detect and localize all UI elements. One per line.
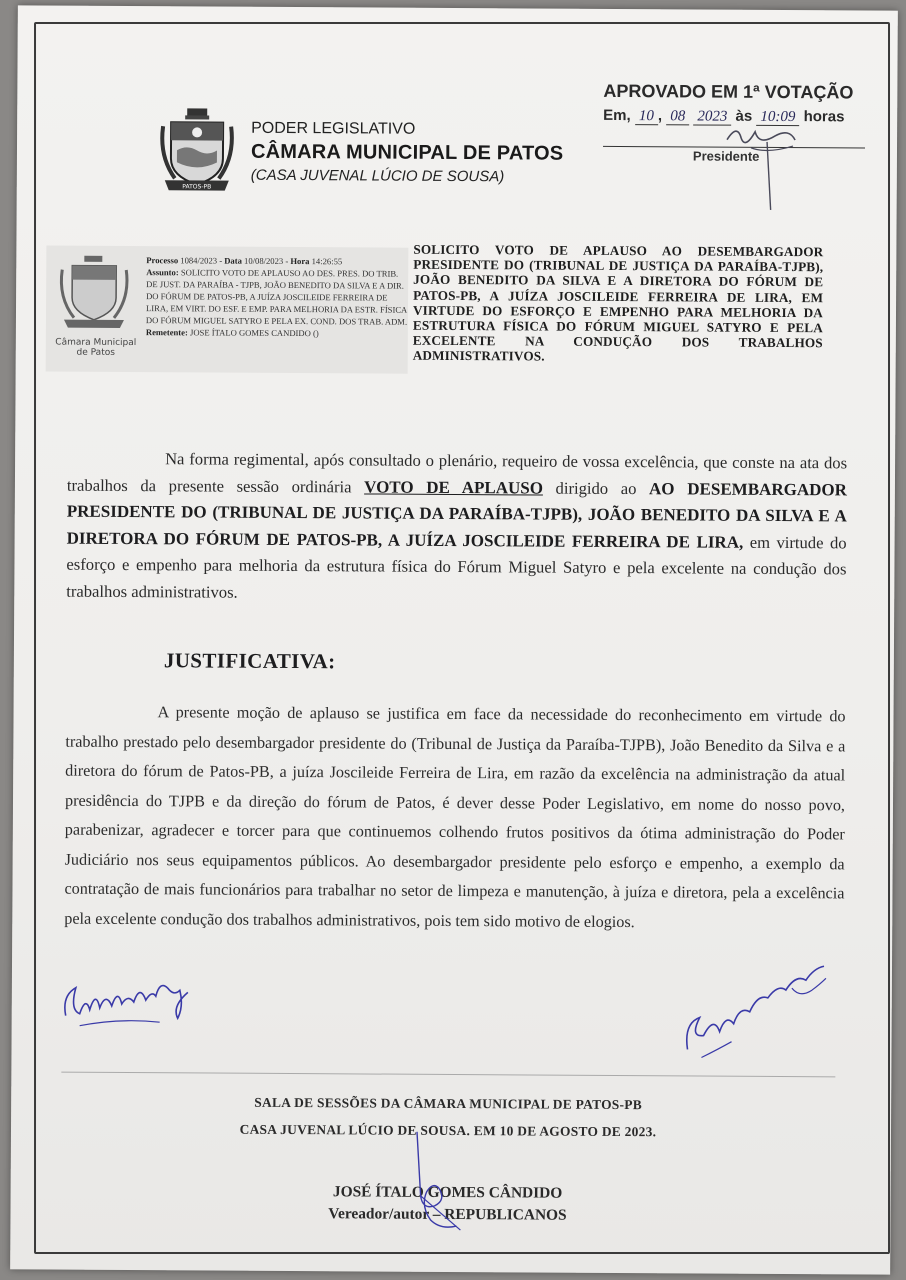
request-text-e: em virtude do esforço e empenho para melhoria da estrutura física do Fórum Miguel Satyro e pela excelente na condução dos trabalhos administrativos. [66,532,847,602]
processo-label: Processo [146,255,179,266]
coat-of-arms-icon [54,254,134,332]
left-signature-mark [60,966,220,1037]
approval-horas-label: horas [803,108,845,126]
header-house-name: (CASA JUVENAL LÚCIO DE SOUSA) [250,166,505,186]
document-sheet [10,5,898,1274]
justification-title: JUSTIFICATIVA: [163,648,336,674]
approval-date-line: Em, 10 , 08 2023 às 10:09 horas [603,106,845,126]
approval-em-label: Em, [603,106,631,125]
logo-banner-text: PATOS-PB [182,183,212,191]
request-text-a: Na forma regimental, após consultado o plenário, requeiro de vossa excelência, que conste na ata dos trabalhos da presente sessão ordinária [66,449,848,497]
request-text-c: dirigido ao [542,478,650,498]
approval-as-label: às [735,107,753,125]
footer-session-room: SALA DE SESSÕES DA CÂMARA MUNICIPAL DE PATOS-PB [254,1094,643,1113]
approval-role: Presidente [692,148,760,164]
assunto-label: Assunto: [146,267,179,278]
processo-value: 1084/2023 [180,255,218,266]
author-name: JOSÉ ÍTALO GOMES CÂNDIDO [332,1183,563,1202]
process-city-line1: Câmara Municipal [55,337,137,349]
request-paragraph [66,446,847,610]
justification-paragraph [64,698,845,939]
footer-house-date: CASA JUVENAL LÚCIO DE SOUSA. EM 10 DE AGOSTO DE 2023. [239,1121,657,1140]
right-signature-mark [673,953,834,1064]
remetente-value: JOSE ÍTALO GOMES CANDIDO () [189,327,319,339]
data-value: 10/08/2023 [244,255,284,266]
coat-of-arms-icon [157,106,238,196]
president-signature-mark [697,101,818,212]
header-chamber-name: CÂMARA MUNICIPAL DE PATOS [250,140,564,165]
approval-time: 10:09 [756,109,799,126]
justification-text: A presente moção de aplauso se justifica em face da necessidade do reconhecimento em virtude do trabalho prestado pelo desembargador presidente do (Tribunal de Justiça da Paraíba-TJPB), João Benedito da Silva e a diretora do fórum de Patos-PB, a juíza Joscileide Ferreira de Lira, em razão da excelência na administração da atual presidência do TJPB e da direção do fórum de Patos, é dever desse Poder Legislativo, em nome do nosso povo, parabenizar, agradecer e torcer para que continuemos colhendo frutos positivos da ótima administração do Poder Judiciário nos seus equipamentos públicos. Ao desembargador presidente pelo esforço e empenho, a exemplo da contratação de mais funcionários para trabalhar no setor de limpeza e manutenção, à juíza e diretora, pela a excelência pela excelente condução dos trabalhos administrativos, pois tem sido motivo de elogios. [64,703,846,931]
hora-value: 14:26:55 [311,256,343,267]
assunto-value: SOLICITO VOTO DE APLAUSO AO DES. PRES. DO TRIB. DE JUST. DA PARAÍBA - TJPB, JOÃO BENEDITO DA SILVA E A DIR. DO FÓRUM DE PATOS-PB, A JUÍZA JOSCILEIDE FERREIRA DE LIRA, EM VIRT. DO ESF. E EMP. PARA MELHORIA DA ESTR. FÍSICA DO FÓRUM MIGUEL SATYRO E PELA EX. COND. DOS TRAB. ADM. [145,267,408,327]
approval-month: 08 [666,108,689,125]
request-recipients: AO DESEMBARGADOR PRESIDENTE DO (TRIBUNAL DE JUSTIÇA DA PARAÍBA-TJPB), JOÃO BENEDITO DA SILVA E A DIRETORA DO FÓRUM DE PATOS-PB, A JUÍZA JOSCILEIDE FERREIRA DE LIRA, [66,478,847,552]
approval-day: 10 [635,108,658,125]
header-legislative: PODER LEGISLATIVO [251,119,416,138]
hora-label: Hora [290,255,310,267]
request-vote-type: VOTO DE APLAUSO [364,477,544,498]
author-role: Vereador/autor – REPUBLICANOS [328,1205,567,1224]
author-signature-mark [390,1126,501,1237]
approval-title: APROVADO EM 1ª VOTAÇÃO [603,80,854,103]
remetente-label: Remetente: [145,327,188,338]
process-details: Processo 1084/2023 - Data 10/08/2023 - Hora 14:26:55 Assunto: SOLICITO VOTO DE APLAUSO AO DES. PRES. DO TRIB. DE JUST. DA PARAÍBA - TJPB, JOÃO BENEDITO DA SILVA E A DIR. DO FÓRUM DE PATOS-PB, A JUÍZA JOSCILEIDE FERREIRA DE LIRA, EM VIRT. DO ESF. E EMP. PARA MELHORIA DA ESTR. FÍSICA DO FÓRUM MIGUEL SATYRO E PELA EX. COND. DOS TRAB. ADM. Remetente: JOSE ÍTALO GOMES CANDIDO () [145,255,408,339]
subject-block: SOLICITO VOTO DE APLAUSO AO DESEMBARGADOR PRESIDENTE DO (TRIBUNAL DE JUSTIÇA DA PARAÍBA-TJPB), JOÃO BENEDITO DA SILVA E A DIRETORA DO FÓRUM DE PATOS-PB, A JUÍZA JOSCILEIDE FERREIRA DE LIRA, EM VIRTUDE DO ESFORÇO E EMPENHO PARA MELHORIA DA ESTRUTURA FÍSICA DO FÓRUM MIGUEL SATYRO E PELA EXCELENTE NA CONDUÇÃO DOS TRABALHOS ADMINISTRATIVOS. [412,241,824,364]
data-label: Data [224,255,242,266]
approval-year: 2023 [693,108,731,125]
process-city-line2: de Patos [76,347,115,358]
